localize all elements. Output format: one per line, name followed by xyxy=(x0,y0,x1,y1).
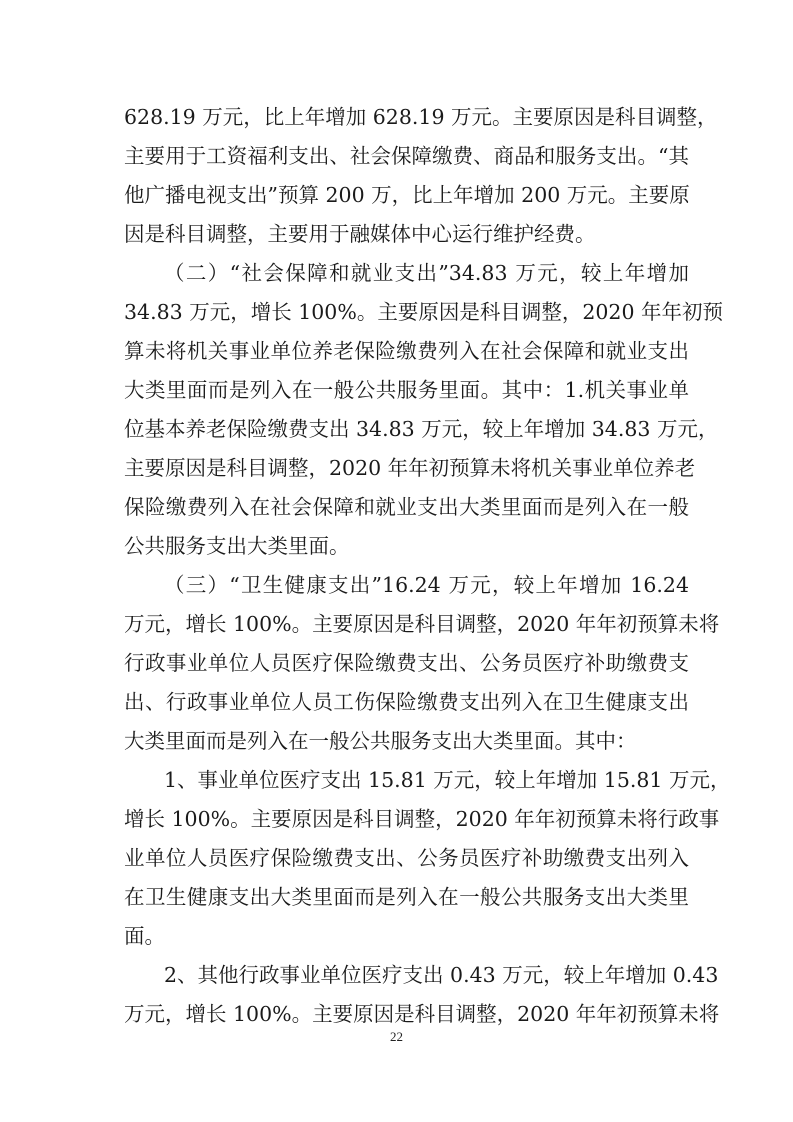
text-line: 出、行政事业单位人员工伤保险缴费支出列入在卫生健康支出 xyxy=(124,690,689,714)
text-line: 34.83 万元，增长 100%。主要原因是科目调整，2020 年年初预 xyxy=(124,300,724,324)
text-line: 面。 xyxy=(124,924,165,948)
text-line: 628.19 万元，比上年增加 628.19 万元。主要原因是科目调整， xyxy=(124,105,718,129)
text-line: 位基本养老保险缴费支出 34.83 万元，较上年增加 34.83 万元， xyxy=(124,417,719,441)
section-heading-line: （二）“社会保障和就业支出”34.83 万元，较上年增加 xyxy=(164,261,689,285)
text-line: 万元，增长 100%。主要原因是科目调整，2020 年年初预算未将 xyxy=(124,1002,720,1026)
text-line: 在卫生健康支出大类里面而是列入在一般公共服务支出大类里 xyxy=(124,885,689,909)
text-line: 大类里面而是列入在一般公共服务里面。其中：1.机关事业单 xyxy=(124,378,689,402)
text-line: 保险缴费列入在社会保障和就业支出大类里面而是列入在一般 xyxy=(124,495,689,519)
text-line: 万元，增长 100%。主要原因是科目调整，2020 年年初预算未将 xyxy=(124,612,720,636)
text-line: 他广播电视支出”预算 200 万，比上年增加 200 万元。主要原 xyxy=(124,183,690,207)
text-line: 因是科目调整，主要用于融媒体中心运行维护经费。 xyxy=(124,222,596,246)
page-number: 22 xyxy=(390,1029,403,1044)
list-item-line: 2、其他行政事业单位医疗支出 0.43 万元，较上年增加 0.43 xyxy=(164,963,719,987)
text-line: 算未将机关事业单位养老保险缴费列入在社会保障和就业支出 xyxy=(124,339,689,363)
list-item-line: 1、事业单位医疗支出 15.81 万元，较上年增加 15.81 万元， xyxy=(164,768,731,792)
text-line: 增长 100%。主要原因是科目调整，2020 年年初预算未将行政事 xyxy=(124,807,720,831)
section-heading-line: （三）“卫生健康支出”16.24 万元，较上年增加 16.24 xyxy=(164,573,689,597)
text-line: 大类里面而是列入在一般公共服务支出大类里面。其中： xyxy=(124,729,637,753)
text-line: 行政事业单位人员医疗保险缴费支出、公务员医疗补助缴费支 xyxy=(124,651,689,675)
text-line: 公共服务支出大类里面。 xyxy=(124,534,350,558)
text-line: 主要用于工资福利支出、社会保障缴费、商品和服务支出。“其 xyxy=(124,144,689,168)
text-line: 业单位人员医疗保险缴费支出、公务员医疗补助缴费支出列入 xyxy=(124,846,689,870)
text-line: 主要原因是科目调整，2020 年年初预算未将机关事业单位养老 xyxy=(124,456,696,480)
